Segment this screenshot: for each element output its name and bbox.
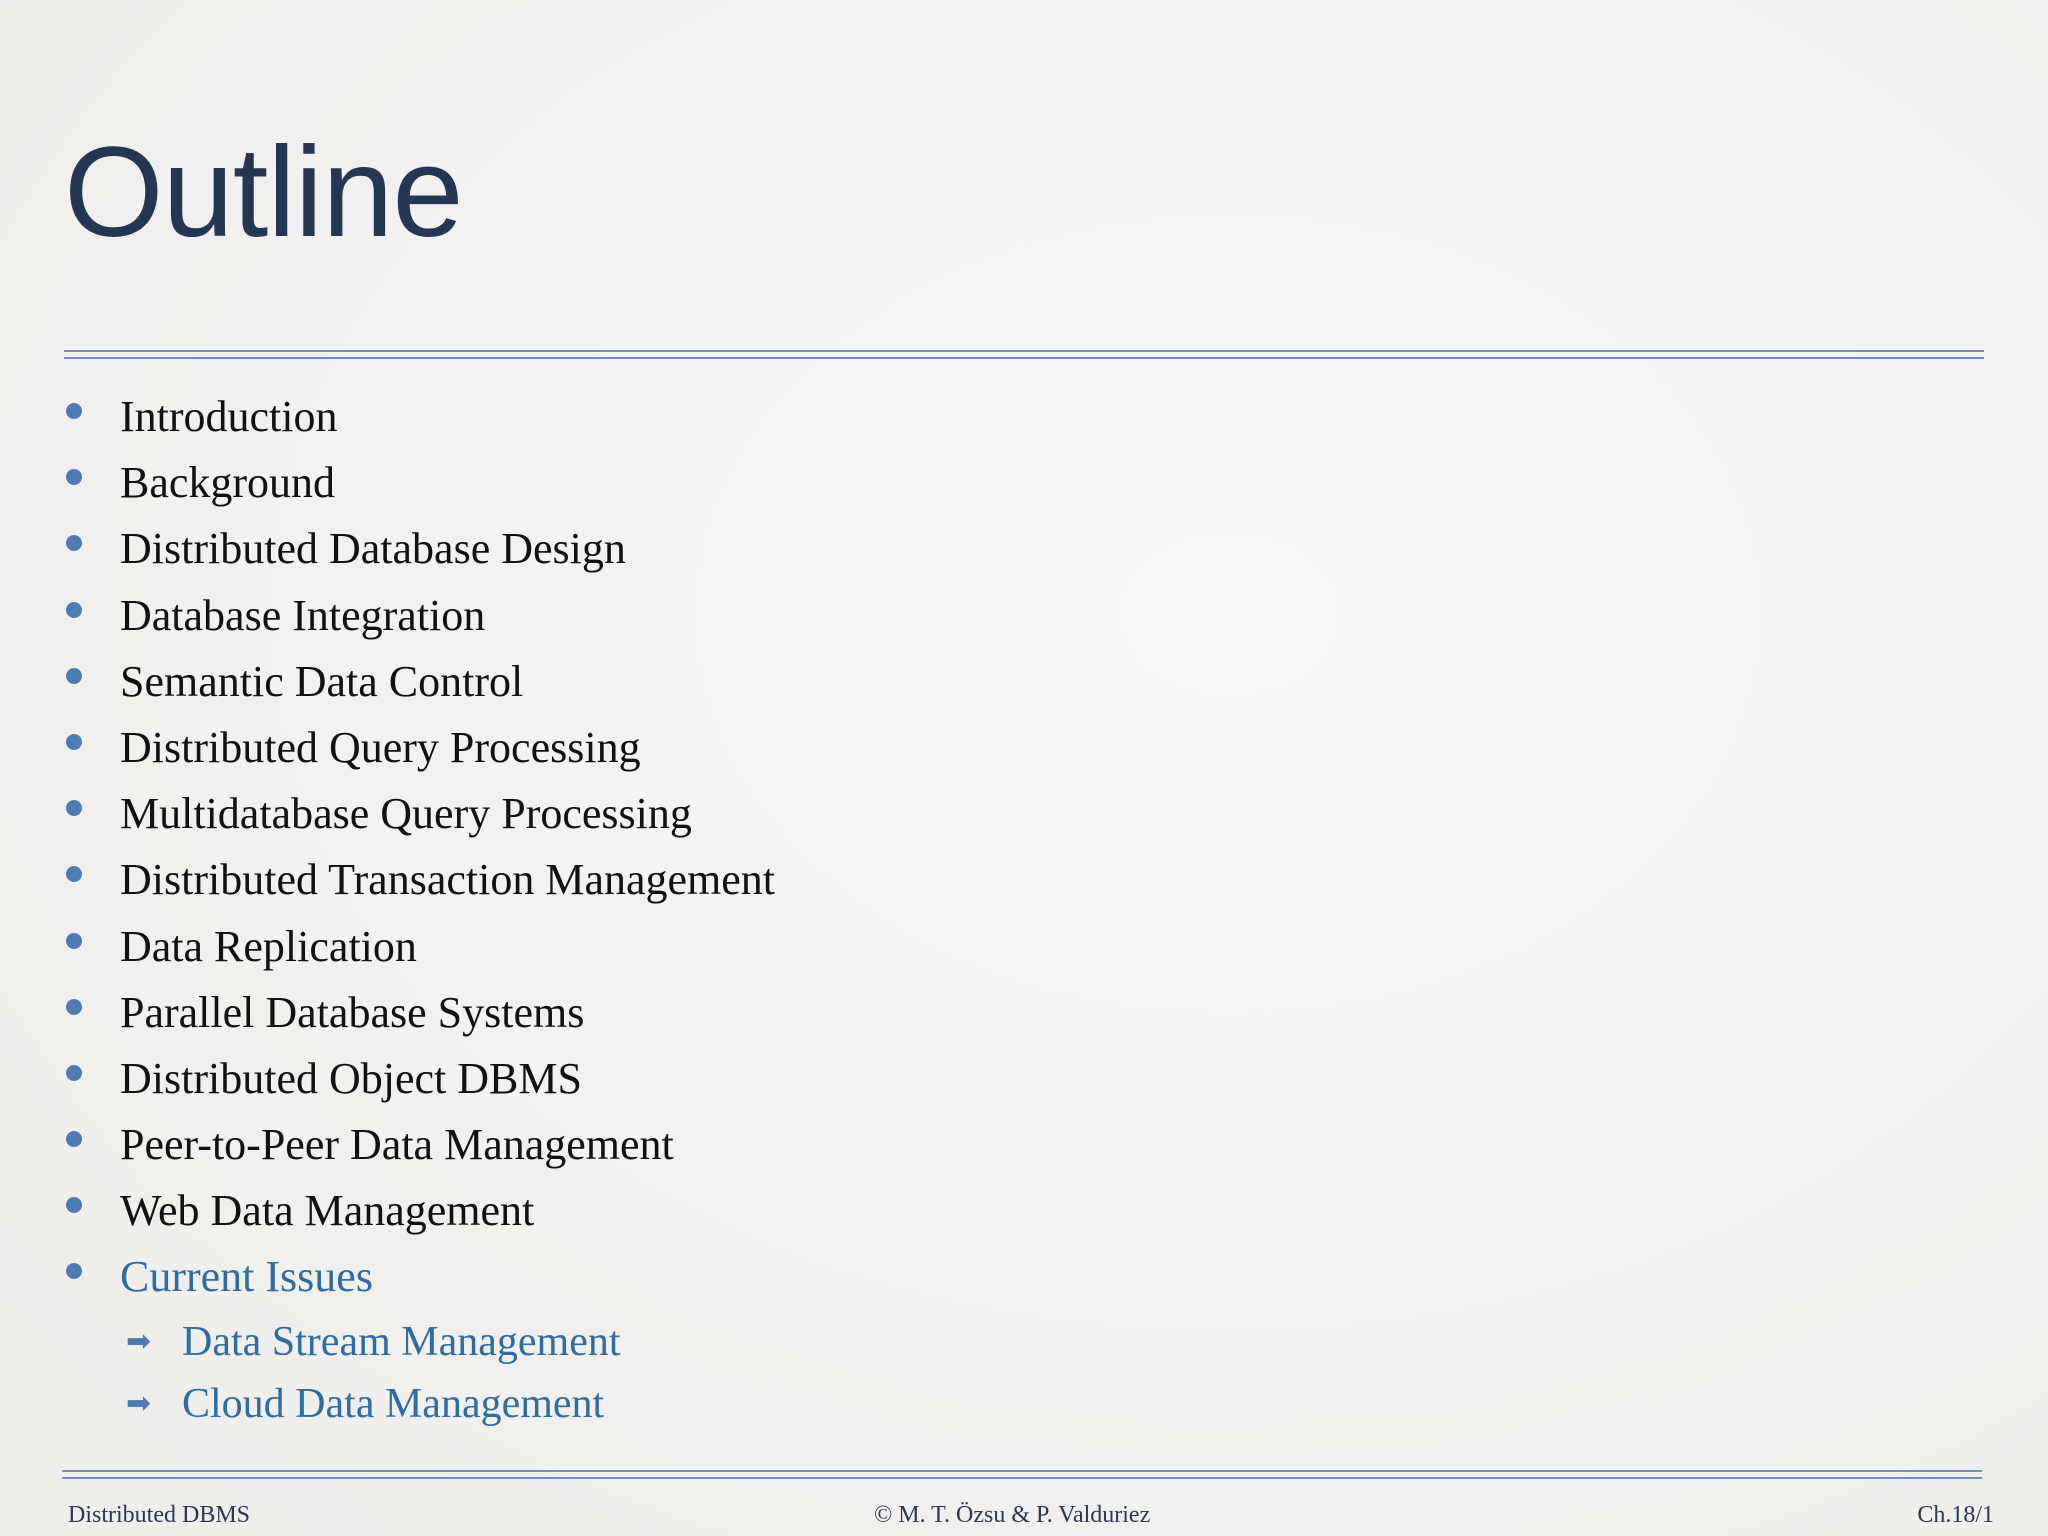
footer-divider-secondary [62, 1477, 1982, 1479]
outline-subitem-label: Cloud Data Management [182, 1380, 605, 1427]
bullet-dot-icon [66, 1131, 82, 1147]
arrow-right-icon: ➡ [126, 1323, 152, 1359]
bullet-dot-icon [66, 535, 82, 551]
bullet-dot-icon [66, 469, 82, 485]
bullet-dot-icon [66, 933, 82, 949]
bullet-dot-icon [66, 866, 82, 882]
outline-item-label: Multidatabase Query Processing [120, 789, 692, 839]
outline-subitem-label: Data Stream Management [182, 1318, 621, 1365]
outline-item-label: Parallel Database Systems [120, 987, 585, 1037]
outline-item-label: Database Integration [120, 590, 486, 640]
outline-item-label: Distributed Transaction Management [120, 855, 776, 905]
bullet-dot-icon [66, 800, 82, 816]
outline-item-label: Distributed Object DBMS [120, 1053, 582, 1103]
bullet-dot-icon [66, 602, 82, 618]
footer-divider [62, 1470, 1982, 1472]
footer-copyright: © M. T. Özsu & P. Valduriez [874, 1502, 1151, 1528]
outline-item-label: Data Replication [120, 921, 417, 971]
bullet-dot-icon [66, 1065, 82, 1081]
title-divider-secondary [64, 357, 1984, 359]
outline-item-label: Peer-to-Peer Data Management [120, 1120, 674, 1170]
outline-item-label: Current Issues [120, 1252, 373, 1302]
bullet-dot-icon [66, 1197, 82, 1213]
bullet-dot-icon [66, 999, 82, 1015]
outline-item-label: Introduction [120, 392, 338, 441]
footer-slide-number: Ch.18/1 [1917, 1502, 1994, 1528]
bullet-dot-icon [66, 668, 82, 684]
title-divider [64, 350, 1984, 352]
arrow-right-icon: ➡ [126, 1385, 152, 1421]
outline-item-label: Distributed Query Processing [120, 722, 641, 772]
footer-course-title: Distributed DBMS [68, 1502, 251, 1528]
outline-item-label: Web Data Management [120, 1186, 535, 1236]
outline-item-label: Distributed Database Design [120, 524, 626, 574]
bullet-dot-icon [66, 734, 82, 750]
bullet-dot-icon [66, 403, 82, 419]
slide-title: Outline [64, 121, 463, 264]
outline-item-label: Background [120, 458, 336, 508]
bullet-dot-icon [66, 1263, 82, 1279]
outline-item-label: Semantic Data Control [120, 656, 524, 706]
